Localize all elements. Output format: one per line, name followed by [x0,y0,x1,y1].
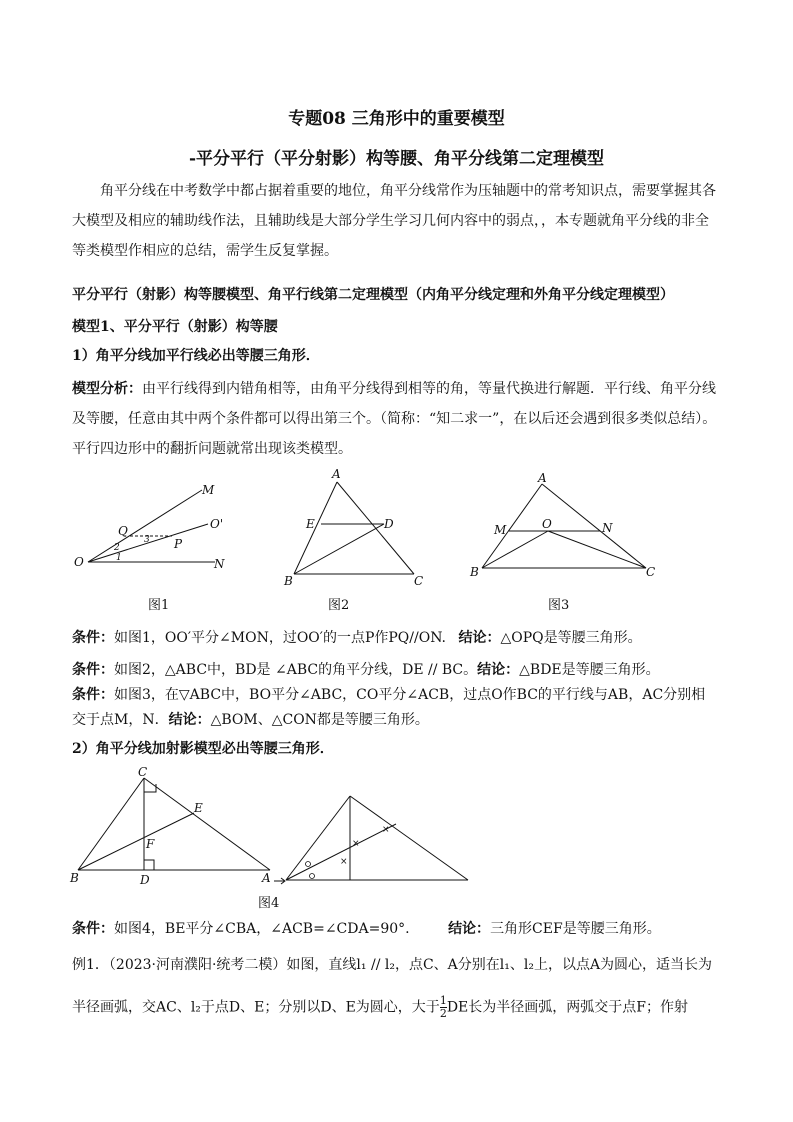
condition-3-cont: 交于点M，N．结论：△BOM、△CON都是等腰三角形。 [72,712,429,728]
label-C: C [646,565,656,579]
label-D: D [384,517,394,531]
svg-text:×: × [340,857,348,867]
analysis-text: 由平行线得到内错角相等，由角平分线得到相等的角，等量代换进行解题．平行线、角平分线及等腰，任意由其中两个条件都可以得出第三个。（简称：“知二求一”，在以后还会遇到很多类似总结）。平行四边形中的翻折问题就常出现该类模型。 [72,381,717,457]
label-Q: Q [118,524,128,538]
svg-text:×: × [382,825,390,835]
label-O: O [74,555,84,569]
label-O-prime: O' [210,517,224,531]
analysis-label: 模型分析： [72,381,142,397]
fig1-caption: 图1 [148,598,170,613]
label-B: B [284,574,293,588]
angle-2: 2 [114,543,120,553]
condition-3: 条件：如图3，在▽ABC中，BO平分∠ABC，CO平分∠ACB，过点O作BC的平行线与AB，AC分别相 [72,687,706,703]
model1-title: 模型1、平分平行（射影）构等腰 [72,319,278,335]
label-B: B [70,871,79,885]
label-E: E [194,801,203,815]
label-A: A [538,471,547,485]
fraction-half: $\frac{1}{2}$ [439,994,447,1020]
analysis-paragraph [72,374,722,464]
sub2-title: 2）角平分线加射影模型必出等腰三角形． [72,741,334,757]
svg-text:×: × [352,839,360,849]
angle-1: 1 [116,553,122,563]
figure-2 [280,466,430,588]
label-F: F [146,837,155,851]
condition-1: 条件：如图1，OO′平分∠MON，过OO′的一点P作PQ//ON. 结论：△OPQ是等腰三角形。 [72,630,642,646]
example-line-1: 例1．（2023·河南濮阳·统考二模）如图，直线l₁ // l₂，点C、A分别在l₁、l₂上，以点A为圆心，适当长为 [72,957,713,973]
label-B: B [470,565,479,579]
condition-2: 条件：如图2，△ABC中，BD是 ∠ABC的角平分线，DE // BC。结论：△BDE是等腰三角形。 [72,662,660,678]
label-N: N [214,557,225,571]
sub1-title: 1）角平分线加平行线必出等腰三角形． [72,348,320,364]
fig3-caption: 图3 [548,598,570,613]
label-A: A [262,871,271,885]
label-A: A [332,467,341,481]
figure-3 [466,470,666,582]
figure-4-left [66,764,286,888]
example-line-2: 半径画弧，交AC、l₂于点D、E；分别以D、E为圆心，大于 $\frac{1}{2}$ DE长为半径画弧，两弧交于点F；作射 [72,994,688,1020]
angle-3: 3 [144,535,150,545]
label-C: C [414,574,424,588]
figure-4-right [272,790,476,890]
fig4-caption: 图4 [258,896,280,911]
fig2-caption: 图2 [328,598,350,613]
figure-1 [70,478,240,578]
label-D: D [140,873,150,887]
label-P: P [174,537,183,551]
intro-paragraph: 角平分线在中考数学中都占据着重要的地位，角平分线常作为压轴题中的常考知识点，需要掌握其各大模型及相应的辅助线作法，且辅助线是大部分学生学习几何内容中的弱点，，本专题就角平分线的非全等类模型作相应的总结，需学生反复掌握。 [72,183,716,259]
section-header: 平分平行（射影）构等腰模型、角平行线第二定理模型（内角平分线定理和外角平分线定理模型） [72,287,674,303]
label-M: M [202,483,215,497]
label-M: M [494,523,507,537]
label-O: O [542,517,552,531]
label-N: N [602,521,613,535]
label-C: C [138,765,148,779]
label-E: E [306,517,315,531]
condition-4: 条件：如图4，BE平分∠CBA，∠ACB=∠CDA=90°. 结论：三角形CEF是等腰三角形。 [72,921,661,937]
page-subtitle: -平分平行（平分射影）构等腰、角平分线第二定理模型 [188,149,605,169]
page-title: 专题08 三角形中的重要模型 [288,109,505,129]
